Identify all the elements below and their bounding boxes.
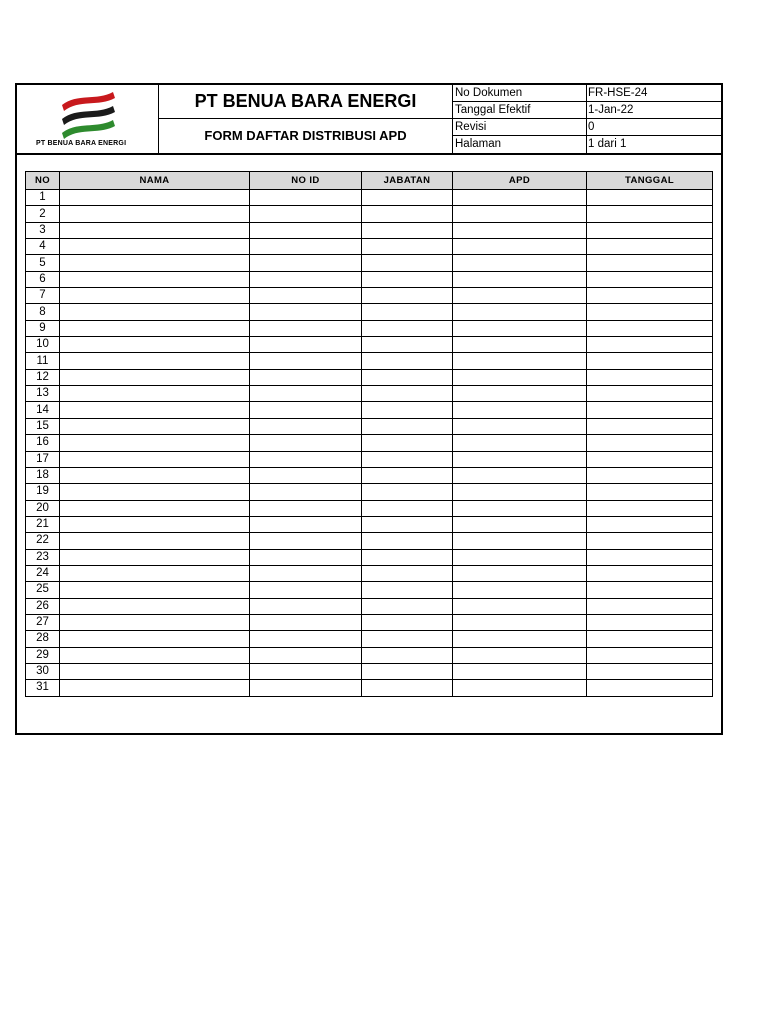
table-row [26,631,713,647]
logo-cell [17,85,159,153]
row-number: 20 [26,500,60,516]
no-id-cell[interactable] [250,598,362,614]
apd-cell[interactable] [453,451,587,467]
tanggal-cell[interactable] [587,647,713,663]
apd-cell[interactable] [453,222,587,238]
table-header-row [26,172,713,190]
table-row [26,402,713,418]
tanggal-cell[interactable] [587,533,713,549]
nama-cell[interactable] [60,549,250,565]
column-header-apd: APD [453,172,587,190]
tanggal-cell[interactable] [587,663,713,679]
tanggal-cell[interactable] [587,598,713,614]
table-row [26,435,713,451]
tanggal-cell[interactable] [587,271,713,287]
table-row [26,304,713,320]
apd-cell[interactable] [453,484,587,500]
no-id-cell[interactable] [250,516,362,532]
no-id-cell[interactable] [250,206,362,222]
no-id-cell[interactable] [250,663,362,679]
nama-cell[interactable] [60,369,250,385]
tanggal-cell[interactable] [587,631,713,647]
row-number: 27 [26,614,60,630]
form-title: FORM DAFTAR DISTRIBUSI APD [204,128,407,143]
apd-cell[interactable] [453,435,587,451]
tanggal-cell[interactable] [587,222,713,238]
no-id-cell[interactable] [250,549,362,565]
apd-cell[interactable] [453,239,587,255]
jabatan-cell[interactable] [362,533,453,549]
jabatan-cell[interactable] [362,206,453,222]
nama-cell[interactable] [60,353,250,369]
meta-row-tanggal-efektif [453,102,721,119]
nama-cell[interactable] [60,288,250,304]
no-id-cell[interactable] [250,582,362,598]
jabatan-cell[interactable] [362,565,453,581]
no-id-cell[interactable] [250,239,362,255]
apd-cell[interactable] [453,516,587,532]
row-number: 1 [26,190,60,206]
table-row [26,451,713,467]
meta-value: 0 [588,121,595,133]
jabatan-cell[interactable] [362,663,453,679]
table-row [26,271,713,287]
tanggal-cell[interactable] [587,467,713,483]
meta-row-no-dokumen [453,85,721,102]
apd-cell[interactable] [453,337,587,353]
row-number: 13 [26,386,60,402]
table-row [26,255,713,271]
table-row [26,582,713,598]
no-id-cell[interactable] [250,271,362,287]
row-number: 9 [26,320,60,336]
no-id-cell[interactable] [250,288,362,304]
table-row [26,680,713,696]
row-number: 12 [26,369,60,385]
column-header-jabatan: JABATAN [362,172,453,190]
jabatan-cell[interactable] [362,451,453,467]
jabatan-cell[interactable] [362,647,453,663]
document-meta [453,85,721,153]
nama-cell[interactable] [60,467,250,483]
jabatan-cell[interactable] [362,631,453,647]
row-number: 4 [26,239,60,255]
jabatan-cell[interactable] [362,320,453,336]
tanggal-cell[interactable] [587,386,713,402]
nama-cell[interactable] [60,239,250,255]
apd-cell[interactable] [453,288,587,304]
row-number: 7 [26,288,60,304]
meta-label: Tanggal Efektif [453,102,587,118]
nama-cell[interactable] [60,516,250,532]
jabatan-cell[interactable] [362,402,453,418]
jabatan-cell[interactable] [362,598,453,614]
table-row [26,598,713,614]
jabatan-cell[interactable] [362,337,453,353]
tanggal-cell[interactable] [587,206,713,222]
nama-cell[interactable] [60,222,250,238]
row-number: 26 [26,598,60,614]
table-row [26,565,713,581]
tanggal-cell[interactable] [587,255,713,271]
nama-cell[interactable] [60,631,250,647]
apd-cell[interactable] [453,353,587,369]
row-number: 15 [26,418,60,434]
table-row [26,288,713,304]
jabatan-cell[interactable] [362,582,453,598]
meta-value: 1 dari 1 [588,138,627,150]
tanggal-cell[interactable] [587,500,713,516]
tanggal-cell[interactable] [587,320,713,336]
table-row [26,206,713,222]
nama-cell[interactable] [60,206,250,222]
table-row [26,369,713,385]
no-id-cell[interactable] [250,402,362,418]
row-number: 30 [26,663,60,679]
no-id-cell[interactable] [250,565,362,581]
jabatan-cell[interactable] [362,500,453,516]
table-row [26,500,713,516]
nama-cell[interactable] [60,337,250,353]
meta-label: No Dokumen [453,85,587,101]
apd-cell[interactable] [453,582,587,598]
jabatan-cell[interactable] [362,614,453,630]
tanggal-cell[interactable] [587,190,713,206]
nama-cell[interactable] [60,320,250,336]
tanggal-cell[interactable] [587,353,713,369]
tanggal-cell[interactable] [587,582,713,598]
column-header-no-id: NO ID [250,172,362,190]
apd-cell[interactable] [453,598,587,614]
nama-cell[interactable] [60,190,250,206]
no-id-cell[interactable] [250,353,362,369]
row-number: 6 [26,271,60,287]
form-sheet [15,83,723,735]
column-header-tanggal: TANGGAL [587,172,713,190]
meta-label: Halaman [453,136,587,153]
row-number: 11 [26,353,60,369]
nama-cell[interactable] [60,533,250,549]
row-number: 8 [26,304,60,320]
row-number: 24 [26,565,60,581]
meta-value: FR-HSE-24 [588,87,648,99]
row-number: 14 [26,402,60,418]
meta-value: 1-Jan-22 [588,104,634,116]
row-number: 16 [26,435,60,451]
nama-cell[interactable] [60,255,250,271]
table-row [26,549,713,565]
row-number: 10 [26,337,60,353]
jabatan-cell[interactable] [362,516,453,532]
table-row [26,386,713,402]
jabatan-cell[interactable] [362,549,453,565]
tanggal-cell[interactable] [587,337,713,353]
apd-cell[interactable] [453,402,587,418]
apd-cell[interactable] [453,320,587,336]
nama-cell[interactable] [60,582,250,598]
row-number: 21 [26,516,60,532]
apd-cell[interactable] [453,206,587,222]
tanggal-cell[interactable] [587,435,713,451]
nama-cell[interactable] [60,386,250,402]
jabatan-cell[interactable] [362,288,453,304]
no-id-cell[interactable] [250,222,362,238]
apd-cell[interactable] [453,190,587,206]
nama-cell[interactable] [60,647,250,663]
row-number: 5 [26,255,60,271]
jabatan-cell[interactable] [362,467,453,483]
table-row [26,239,713,255]
nama-cell[interactable] [60,271,250,287]
column-header-no: NO [26,172,60,190]
jabatan-cell[interactable] [362,304,453,320]
table-row [26,467,713,483]
nama-cell[interactable] [60,680,250,696]
title-cell [159,85,453,153]
row-number: 28 [26,631,60,647]
table-row [26,190,713,206]
apd-cell[interactable] [453,647,587,663]
company-logo [37,89,139,141]
meta-row-revisi [453,119,721,136]
row-number: 17 [26,451,60,467]
apd-cell[interactable] [453,418,587,434]
apd-cell[interactable] [453,549,587,565]
meta-row-halaman [453,136,721,153]
table-row [26,222,713,238]
no-id-cell[interactable] [250,386,362,402]
no-id-cell[interactable] [250,369,362,385]
company-name: PT BENUA BARA ENERGI [159,85,452,119]
tanggal-cell[interactable] [587,484,713,500]
tanggal-cell[interactable] [587,304,713,320]
tanggal-cell[interactable] [587,418,713,434]
form-header [17,85,721,155]
row-number: 23 [26,549,60,565]
nama-cell[interactable] [60,402,250,418]
apd-cell[interactable] [453,255,587,271]
jabatan-cell[interactable] [362,239,453,255]
no-id-cell[interactable] [250,631,362,647]
row-number: 29 [26,647,60,663]
no-id-cell[interactable] [250,435,362,451]
apd-cell[interactable] [453,614,587,630]
no-id-cell[interactable] [250,320,362,336]
nama-cell[interactable] [60,484,250,500]
jabatan-cell[interactable] [362,369,453,385]
no-id-cell[interactable] [250,647,362,663]
nama-cell[interactable] [60,500,250,516]
tanggal-cell[interactable] [587,680,713,696]
table-row [26,614,713,630]
row-number: 31 [26,680,60,696]
jabatan-cell[interactable] [362,484,453,500]
no-id-cell[interactable] [250,451,362,467]
column-header-nama: NAMA [60,172,250,190]
apd-cell[interactable] [453,271,587,287]
jabatan-cell[interactable] [362,435,453,451]
jabatan-cell[interactable] [362,190,453,206]
tanggal-cell[interactable] [587,369,713,385]
jabatan-cell[interactable] [362,386,453,402]
apd-cell[interactable] [453,631,587,647]
table-row [26,353,713,369]
row-number: 19 [26,484,60,500]
apd-cell[interactable] [453,680,587,696]
table-row [26,337,713,353]
jabatan-cell[interactable] [362,680,453,696]
apd-cell[interactable] [453,500,587,516]
table-body [26,190,713,697]
apd-cell[interactable] [453,386,587,402]
row-number: 22 [26,533,60,549]
nama-cell[interactable] [60,565,250,581]
no-id-cell[interactable] [250,190,362,206]
no-id-cell[interactable] [250,614,362,630]
nama-cell[interactable] [60,435,250,451]
table-row [26,663,713,679]
nama-cell[interactable] [60,418,250,434]
tanggal-cell[interactable] [587,239,713,255]
jabatan-cell[interactable] [362,271,453,287]
table-row [26,516,713,532]
row-number: 3 [26,222,60,238]
tanggal-cell[interactable] [587,402,713,418]
meta-label: Revisi [453,119,587,135]
no-id-cell[interactable] [250,500,362,516]
tanggal-cell[interactable] [587,614,713,630]
tanggal-cell[interactable] [587,516,713,532]
no-id-cell[interactable] [250,533,362,549]
apd-cell[interactable] [453,533,587,549]
no-id-cell[interactable] [250,484,362,500]
tanggal-cell[interactable] [587,451,713,467]
apd-cell[interactable] [453,304,587,320]
nama-cell[interactable] [60,614,250,630]
tanggal-cell[interactable] [587,549,713,565]
table-row [26,647,713,663]
jabatan-cell[interactable] [362,222,453,238]
logo-text: PT BENUA BARA ENERGI [36,140,127,147]
table-row [26,320,713,336]
table-row [26,484,713,500]
nama-cell[interactable] [60,451,250,467]
row-number: 18 [26,467,60,483]
tanggal-cell[interactable] [587,288,713,304]
apd-cell[interactable] [453,467,587,483]
no-id-cell[interactable] [250,418,362,434]
nama-cell[interactable] [60,304,250,320]
distribution-table [25,171,713,697]
jabatan-cell[interactable] [362,353,453,369]
nama-cell[interactable] [60,598,250,614]
apd-cell[interactable] [453,565,587,581]
apd-cell[interactable] [453,663,587,679]
jabatan-cell[interactable] [362,255,453,271]
table-row [26,418,713,434]
no-id-cell[interactable] [250,337,362,353]
jabatan-cell[interactable] [362,418,453,434]
table-row [26,533,713,549]
no-id-cell[interactable] [250,255,362,271]
tanggal-cell[interactable] [587,565,713,581]
row-number: 25 [26,582,60,598]
no-id-cell[interactable] [250,680,362,696]
apd-cell[interactable] [453,369,587,385]
no-id-cell[interactable] [250,304,362,320]
row-number: 2 [26,206,60,222]
no-id-cell[interactable] [250,467,362,483]
nama-cell[interactable] [60,663,250,679]
